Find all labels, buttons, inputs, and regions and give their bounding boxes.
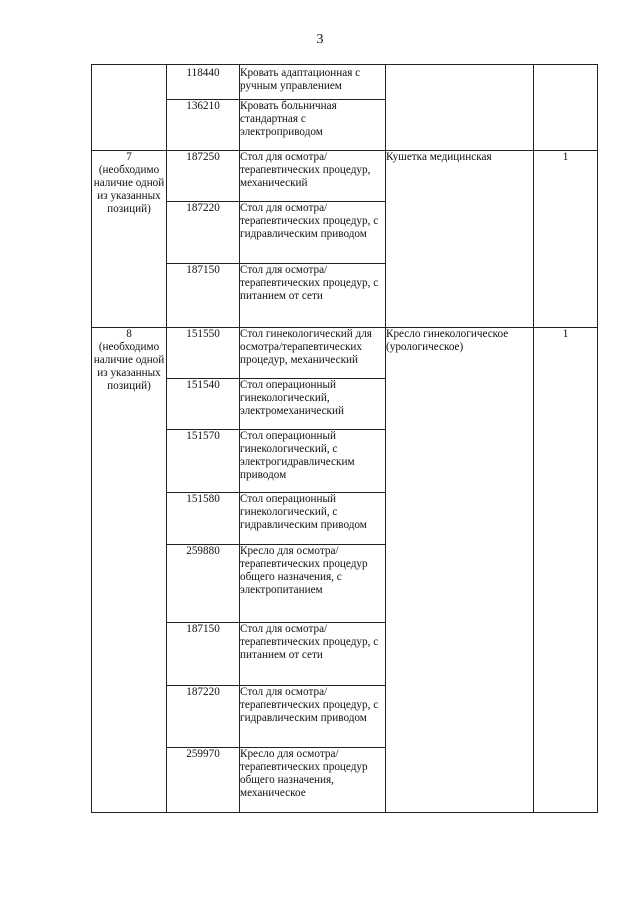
name-cell: Стол для осмотра/терапевтических процедур, с гидравлическим приводом bbox=[240, 686, 386, 748]
position-number: 8 bbox=[126, 328, 132, 340]
position-cell-empty bbox=[92, 65, 167, 151]
table-row bbox=[92, 65, 598, 100]
name-cell: Стол для осмотра/терапевтических процедур, с гидравлическим приводом bbox=[240, 202, 386, 264]
code-cell: 151570 bbox=[167, 430, 240, 493]
name-cell: Стол операционный гинекологический, с электрогидравлическим приводом bbox=[240, 430, 386, 493]
code-cell: 136210 bbox=[167, 100, 240, 151]
name-cell: Стол для осмотра/терапевтических процедур, с питанием от сети bbox=[240, 264, 386, 328]
code-cell: 151580 bbox=[167, 493, 240, 545]
code-cell: 259970 bbox=[167, 748, 240, 813]
name-cell: Стол для осмотра/терапевтических процедур, механический bbox=[240, 151, 386, 202]
code-cell: 118440 bbox=[167, 65, 240, 100]
table-row bbox=[92, 328, 598, 379]
equipment-cell: Кушетка медицинская bbox=[386, 151, 534, 328]
quantity-cell: 1 bbox=[534, 328, 598, 813]
name-cell: Стол гинекологический для осмотра/терапевтических процедур, механический bbox=[240, 328, 386, 379]
quantity-cell-empty bbox=[534, 65, 598, 151]
page-number: 3 bbox=[316, 32, 324, 47]
position-number: 7 bbox=[126, 151, 132, 163]
code-cell: 151540 bbox=[167, 379, 240, 430]
name-cell: Кресло для осмотра/терапевтических процедур общего назначения, с электропитанием bbox=[240, 545, 386, 623]
table-row bbox=[92, 151, 598, 202]
code-cell: 187220 bbox=[167, 686, 240, 748]
quantity-cell: 1 bbox=[534, 151, 598, 328]
position-cell bbox=[92, 328, 167, 813]
code-cell: 187150 bbox=[167, 264, 240, 328]
position-note: (необходимо наличие одной из указанных позиций) bbox=[93, 341, 165, 392]
position-note: (необходимо наличие одной из указанных позиций) bbox=[93, 164, 165, 215]
name-cell: Стол операционный гинекологический, с гидравлическим приводом bbox=[240, 493, 386, 545]
name-cell: Кровать адаптационная с ручным управлением bbox=[240, 65, 386, 100]
equipment-table bbox=[91, 64, 598, 813]
equipment-cell-empty bbox=[386, 65, 534, 151]
equipment-cell: Кресло гинекологическое (урологическое) bbox=[386, 328, 534, 813]
name-cell: Стол операционный гинекологический, электромеханический bbox=[240, 379, 386, 430]
position-cell bbox=[92, 151, 167, 328]
code-cell: 187220 bbox=[167, 202, 240, 264]
code-cell: 151550 bbox=[167, 328, 240, 379]
name-cell: Стол для осмотра/терапевтических процедур, с питанием от сети bbox=[240, 623, 386, 686]
code-cell: 187150 bbox=[167, 623, 240, 686]
code-cell: 259880 bbox=[167, 545, 240, 623]
code-cell: 187250 bbox=[167, 151, 240, 202]
name-cell: Кровать больничная стандартная с электроприводом bbox=[240, 100, 386, 151]
name-cell: Кресло для осмотра/терапевтических процедур общего назначения, механическое bbox=[240, 748, 386, 813]
